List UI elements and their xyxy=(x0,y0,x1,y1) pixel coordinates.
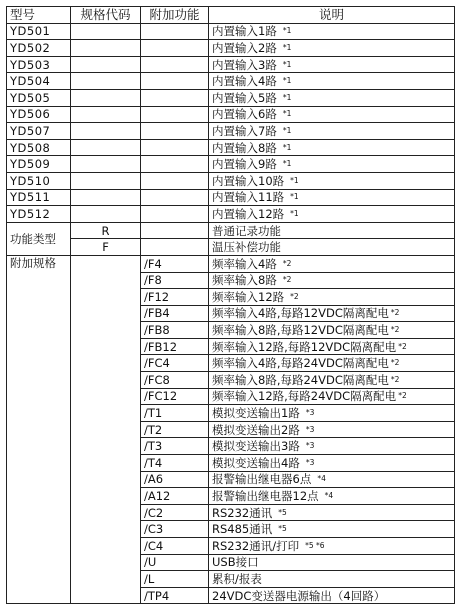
add-function-cell: /T2 xyxy=(141,421,209,438)
footnote-mark: *1 xyxy=(282,76,292,86)
add-function-cell xyxy=(141,239,209,256)
table-row xyxy=(7,239,455,256)
add-function-cell: /FC8 xyxy=(141,372,209,389)
add-function-cell: /FB4 xyxy=(141,305,209,322)
footnote-mark: *3 xyxy=(305,441,315,451)
description-text: 内置输入4路 xyxy=(212,74,277,89)
footnote-mark: *1 xyxy=(290,192,299,202)
footnote-mark: *2 xyxy=(290,291,299,301)
footnote-mark: *2 xyxy=(390,325,400,335)
description-text: 累积/报表 xyxy=(212,571,262,586)
footnote-mark: *2 xyxy=(390,374,400,384)
description-cell xyxy=(209,89,455,106)
description-cell xyxy=(209,521,455,538)
table-row xyxy=(7,23,455,40)
model-cell: YD506 xyxy=(7,106,71,123)
description-cell xyxy=(209,305,455,322)
add-function-cell xyxy=(141,156,209,173)
description-text: 频率输入4路,每路24VDC隔离配电 xyxy=(212,356,389,371)
add-function-cell xyxy=(141,73,209,90)
description-cell xyxy=(209,56,455,73)
spec-code-cell xyxy=(71,139,141,156)
add-function-cell: /T3 xyxy=(141,438,209,455)
description-cell xyxy=(209,156,455,173)
description-text: USB接口 xyxy=(212,555,259,570)
header-add-function: 附加功能 xyxy=(141,7,209,24)
description-cell xyxy=(209,471,455,488)
description-cell xyxy=(209,388,455,405)
add-function-cell xyxy=(141,189,209,206)
model-cell: YD501 xyxy=(7,23,71,40)
footnote-mark: *2 xyxy=(398,341,407,351)
spec-code-cell xyxy=(71,23,141,40)
description-cell xyxy=(209,438,455,455)
add-function-cell xyxy=(141,123,209,140)
add-function-cell: /C4 xyxy=(141,538,209,555)
add-function-cell xyxy=(141,40,209,57)
add-function-cell xyxy=(141,206,209,223)
spec-code-cell xyxy=(71,123,141,140)
description-cell xyxy=(209,504,455,521)
description-text: 温压补偿功能 xyxy=(212,240,281,255)
spec-code-cell: R xyxy=(71,222,141,239)
table-row xyxy=(7,172,455,189)
add-function-cell xyxy=(141,172,209,189)
header-model: 型号 xyxy=(7,7,71,24)
model-cell: YD504 xyxy=(7,73,71,90)
description-text: 内置输入3路 xyxy=(212,57,277,72)
description-text: 频率输入12路,每路24VDC隔离配电 xyxy=(212,389,397,404)
description-text: 模拟变送输出1路 xyxy=(212,406,300,421)
spec-code-cell xyxy=(71,189,141,206)
footnote-mark: *5 *6 xyxy=(305,540,325,550)
description-cell xyxy=(209,40,455,57)
description-text: 报警输出继电器12点 xyxy=(212,489,319,504)
table-row xyxy=(7,106,455,123)
description-text: 频率输入12路,每路12VDC隔离配电 xyxy=(212,339,397,354)
description-cell xyxy=(209,554,455,571)
footnote-mark: *2 xyxy=(390,358,400,368)
add-function-cell xyxy=(141,139,209,156)
table-row xyxy=(7,222,455,239)
model-cell: YD503 xyxy=(7,56,71,73)
description-text: 内置输入7路 xyxy=(212,123,277,138)
footnote-mark: *4 xyxy=(324,491,334,501)
description-cell xyxy=(209,255,455,272)
description-text: 模拟变送输出2路 xyxy=(212,422,300,437)
description-text: 内置输入12路 xyxy=(212,206,285,221)
footnote-mark: *1 xyxy=(282,125,292,135)
description-text: 频率输入4路,每路12VDC隔离配电 xyxy=(212,306,389,321)
table-row xyxy=(7,156,455,173)
description-text: 内置输入6路 xyxy=(212,107,277,122)
description-text: 24VDC变送器电源输出（4回路） xyxy=(212,588,386,603)
description-cell xyxy=(209,189,455,206)
table-row xyxy=(7,56,455,73)
footnote-mark: *1 xyxy=(282,142,292,152)
footnote-mark: *1 xyxy=(290,208,299,218)
add-function-cell xyxy=(141,222,209,239)
add-function-cell xyxy=(141,106,209,123)
description-text: 频率输入8路,每路12VDC隔离配电 xyxy=(212,323,389,338)
description-text: 模拟变送输出4路 xyxy=(212,455,300,470)
description-cell xyxy=(209,355,455,372)
description-cell xyxy=(209,272,455,289)
description-cell xyxy=(209,587,455,604)
model-cell: YD508 xyxy=(7,139,71,156)
table-row xyxy=(7,139,455,156)
description-cell xyxy=(209,289,455,306)
spec-code-cell xyxy=(71,56,141,73)
model-cell: YD509 xyxy=(7,156,71,173)
model-cell: YD502 xyxy=(7,40,71,57)
description-cell xyxy=(209,405,455,422)
description-text: 内置输入1路 xyxy=(212,24,277,39)
description-text: 内置输入10路 xyxy=(212,173,285,188)
description-text: 内置输入5路 xyxy=(212,90,277,105)
table-row xyxy=(7,123,455,140)
model-cell: YD507 xyxy=(7,123,71,140)
add-function-cell: /FC4 xyxy=(141,355,209,372)
description-text: 频率输入8路 xyxy=(212,273,277,288)
description-cell xyxy=(209,106,455,123)
header-description: 说明 xyxy=(209,7,455,24)
table-row xyxy=(7,89,455,106)
footnote-mark: *1 xyxy=(290,175,299,185)
description-cell xyxy=(209,322,455,339)
model-cell: YD511 xyxy=(7,189,71,206)
spec-code-cell xyxy=(71,172,141,189)
function-type-label: 功能类型 xyxy=(7,222,71,255)
spec-code-cell: F xyxy=(71,239,141,256)
model-cell: YD505 xyxy=(7,89,71,106)
add-function-cell: /C3 xyxy=(141,521,209,538)
description-text: 内置输入9路 xyxy=(212,157,277,172)
spec-code-cell xyxy=(71,89,141,106)
description-cell xyxy=(209,73,455,90)
description-cell xyxy=(209,206,455,223)
header-spec-code: 规格代码 xyxy=(71,7,141,24)
footnote-mark: *1 xyxy=(282,159,292,169)
table-row xyxy=(7,40,455,57)
add-function-cell xyxy=(141,89,209,106)
footnote-mark: *2 xyxy=(390,308,400,318)
description-text: 频率输入12路 xyxy=(212,289,285,304)
header-row xyxy=(7,7,455,24)
description-text: 普通记录功能 xyxy=(212,223,281,238)
add-function-cell: /F8 xyxy=(141,272,209,289)
description-text: 频率输入8路,每路24VDC隔离配电 xyxy=(212,372,389,387)
footnote-mark: *1 xyxy=(282,59,292,69)
additional-spec-label: 附加规格 xyxy=(7,255,71,603)
spec-code-cell xyxy=(71,73,141,90)
footnote-mark: *3 xyxy=(305,424,315,434)
description-cell xyxy=(209,421,455,438)
description-text: 内置输入8路 xyxy=(212,140,277,155)
table-row xyxy=(7,189,455,206)
model-cell: YD512 xyxy=(7,206,71,223)
footnote-mark: *2 xyxy=(282,258,292,268)
footnote-mark: *2 xyxy=(282,275,292,285)
description-cell xyxy=(209,455,455,472)
description-text: RS485通讯 xyxy=(212,522,273,537)
spec-code-cell xyxy=(71,106,141,123)
add-function-cell: /L xyxy=(141,571,209,588)
description-cell xyxy=(209,488,455,505)
table-row xyxy=(7,255,455,272)
spec-code-cell xyxy=(71,255,141,603)
description-text: 模拟变送输出3路 xyxy=(212,439,300,454)
footnote-mark: *5 xyxy=(278,507,287,517)
description-text: 频率输入4路 xyxy=(212,256,277,271)
description-text: 报警输出继电器6点 xyxy=(212,472,312,487)
spec-code-cell xyxy=(71,156,141,173)
footnote-mark: *3 xyxy=(305,457,315,467)
add-function-cell: /U xyxy=(141,554,209,571)
table-row xyxy=(7,73,455,90)
footnote-mark: *5 xyxy=(278,524,287,534)
description-text: 内置输入11路 xyxy=(212,190,285,205)
add-function-cell: /A12 xyxy=(141,488,209,505)
add-function-cell: /T1 xyxy=(141,405,209,422)
description-text: RS232通讯 xyxy=(212,505,273,520)
table-body xyxy=(7,23,455,604)
footnote-mark: *1 xyxy=(282,92,292,102)
description-cell xyxy=(209,172,455,189)
description-cell xyxy=(209,239,455,256)
add-function-cell: /F12 xyxy=(141,289,209,306)
add-function-cell: /F4 xyxy=(141,255,209,272)
spec-code-cell xyxy=(71,40,141,57)
description-cell xyxy=(209,571,455,588)
description-cell xyxy=(209,123,455,140)
footnote-mark: *4 xyxy=(317,474,326,484)
description-cell xyxy=(209,538,455,555)
description-cell xyxy=(209,338,455,355)
add-function-cell xyxy=(141,23,209,40)
spec-table xyxy=(6,6,455,604)
footnote-mark: *3 xyxy=(305,408,315,418)
model-cell: YD510 xyxy=(7,172,71,189)
add-function-cell: /A6 xyxy=(141,471,209,488)
footnote-mark: *1 xyxy=(282,109,292,119)
description-text: RS232通讯/打印 xyxy=(212,538,300,553)
description-cell xyxy=(209,222,455,239)
description-cell xyxy=(209,372,455,389)
add-function-cell xyxy=(141,56,209,73)
add-function-cell: /FB12 xyxy=(141,338,209,355)
description-cell xyxy=(209,23,455,40)
add-function-cell: /FC12 xyxy=(141,388,209,405)
description-cell xyxy=(209,139,455,156)
add-function-cell: /C2 xyxy=(141,504,209,521)
footnote-mark: *1 xyxy=(282,42,292,52)
spec-code-cell xyxy=(71,206,141,223)
table-row xyxy=(7,206,455,223)
description-text: 内置输入2路 xyxy=(212,40,277,55)
add-function-cell: /T4 xyxy=(141,455,209,472)
footnote-mark: *2 xyxy=(398,391,407,401)
add-function-cell: /TP4 xyxy=(141,587,209,604)
footnote-mark: *1 xyxy=(282,26,292,36)
add-function-cell: /FB8 xyxy=(141,322,209,339)
